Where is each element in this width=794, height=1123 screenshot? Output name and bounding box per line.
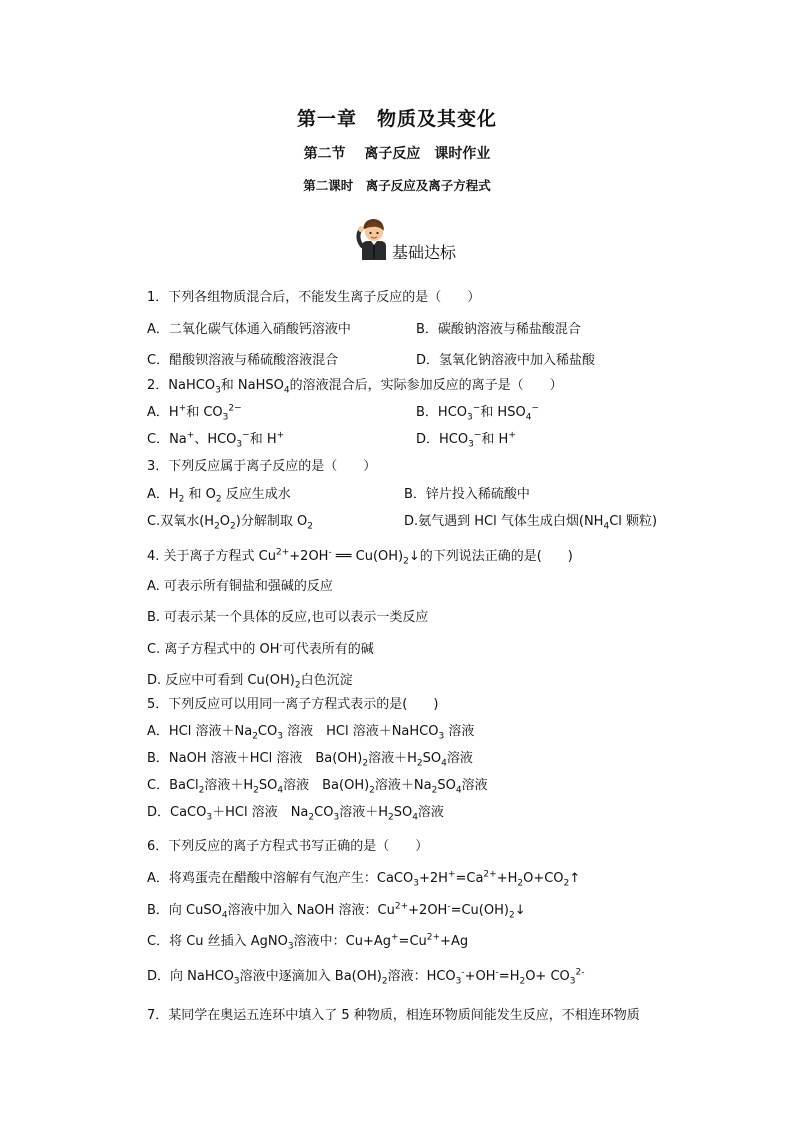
q6-option-d: D．向 NaHCO$_3$溶液中逐滴加入 $Ba(OH)_2$溶液：$HCO_3^-+OH^-=H_2O+ CO_3^{2-}$	[147, 967, 585, 987]
q5-option-b: B．NaOH 溶液＋HCl 溶液 $Ba(OH)_2$溶液$+H_2SO_4$溶液	[147, 751, 473, 769]
q5-stem: 5．下列反应可以用同一离子方程式表示的是( )	[147, 697, 439, 712]
lesson-title: 第二课时 离子反应及离子方程式	[303, 178, 491, 193]
q3-option-b: B．锌片投入稀硫酸中	[404, 487, 530, 502]
q2-stem: 2．NaHCO$_3$和 NaHSO$_4$的溶液混合后，实际参加反应的离子是（ ）	[147, 378, 563, 396]
q6-option-b: B．向 CuSO$_4$溶液中加入 NaOH 溶液：$Cu^{2+}+2OH^-=Cu(OH)_2↓$	[147, 901, 526, 921]
q2-option-c: C．Na+、$HCO_3^-$和 H+	[147, 430, 285, 450]
q2-option-b: B．$HCO_3^-$和 $HSO_4^-$	[416, 403, 539, 423]
q1-stem: 1．下列各组物质混合后，不能发生离子反应的是（ ）	[147, 290, 481, 305]
q3-option-c: C.双氧水$(H_2O_2)$分解制取 $O_2$	[147, 514, 313, 532]
q4-option-c: C. 离子方程式中的 OH-可代表所有的碱	[147, 640, 374, 657]
q5-option-d: D．CaCO$_3$＋HCl 溶液 $Na_2CO_3$溶液$+H_2SO_4$溶液	[147, 805, 444, 823]
section-title: 第二节 离子反应 课时作业	[303, 146, 491, 162]
q4-option-b: B. 可表示某一个具体的反应,也可以表示一类反应	[147, 610, 429, 625]
q7-stem: 7．某同学在奥运五连环中填入了 5 种物质，相连环物质间能发生反应，不相连环物质	[147, 1008, 640, 1023]
q3-stem: 3．下列反应属于离子反应的是（ ）	[147, 459, 377, 474]
q1-option-b: B．碳酸钠溶液与稀盐酸混合	[416, 322, 581, 337]
q4-stem: 4. 关于离子方程式 $Cu^{2+}+2OH^-$ ══ $Cu(OH)_2↓$的下列说法正确的是( )	[147, 547, 573, 567]
q5-option-c: C．BaCl$_2$溶液$+H_2SO_4$溶液 $Ba(OH)_2$溶液$+Na_2SO_4$溶液	[147, 778, 488, 796]
q5-option-a: A．HCl 溶液$+Na_2CO_3$ 溶液 HCl 溶液＋NaHCO$_3$ 溶液	[147, 724, 475, 742]
q3-option-a: A．$H_2$ 和 $O_2$ 反应生成水	[147, 487, 291, 505]
chapter-title: 第一章 物质及其变化	[296, 108, 497, 130]
q4-option-a: A. 可表示所有铜盐和强碱的反应	[147, 579, 333, 594]
badge-label: 基础达标	[392, 243, 457, 262]
q1-option-d: D．氢氧化钠溶液中加入稀盐酸	[416, 353, 596, 368]
q6-option-c: C．将 Cu 丝插入 AgNO$_3$溶液中：$Cu+Ag^+=Cu^{2+}+Ag$	[147, 932, 469, 952]
q6-stem: 6．下列反应的离子方程式书写正确的是（ ）	[147, 839, 429, 854]
q4-option-d: D. 反应中可看到 $Cu(OH)_2$白色沉淀	[147, 673, 353, 691]
q2-option-d: D．$HCO_3^-$和 H+	[416, 430, 516, 450]
q2-option-a: A．H+和 $CO_3^{2-}$	[147, 403, 242, 423]
basic-level-badge	[354, 216, 514, 262]
q6-option-a: A．将鸡蛋壳在醋酸中溶解有气泡产生：$CaCO_3+2H^+=Ca^{2+}+H_2O+CO_2↑$	[147, 869, 581, 889]
q3-option-d: D.氨气遇到 HCl 气体生成白烟($NH_4Cl$ 颗粒)	[404, 514, 658, 532]
q1-option-a: A．二氧化碳气体通入硝酸钙溶液中	[147, 322, 351, 337]
q1-option-c: C．醋酸钡溶液与稀硫酸溶液混合	[147, 353, 339, 368]
student-thinking-icon	[354, 216, 390, 262]
